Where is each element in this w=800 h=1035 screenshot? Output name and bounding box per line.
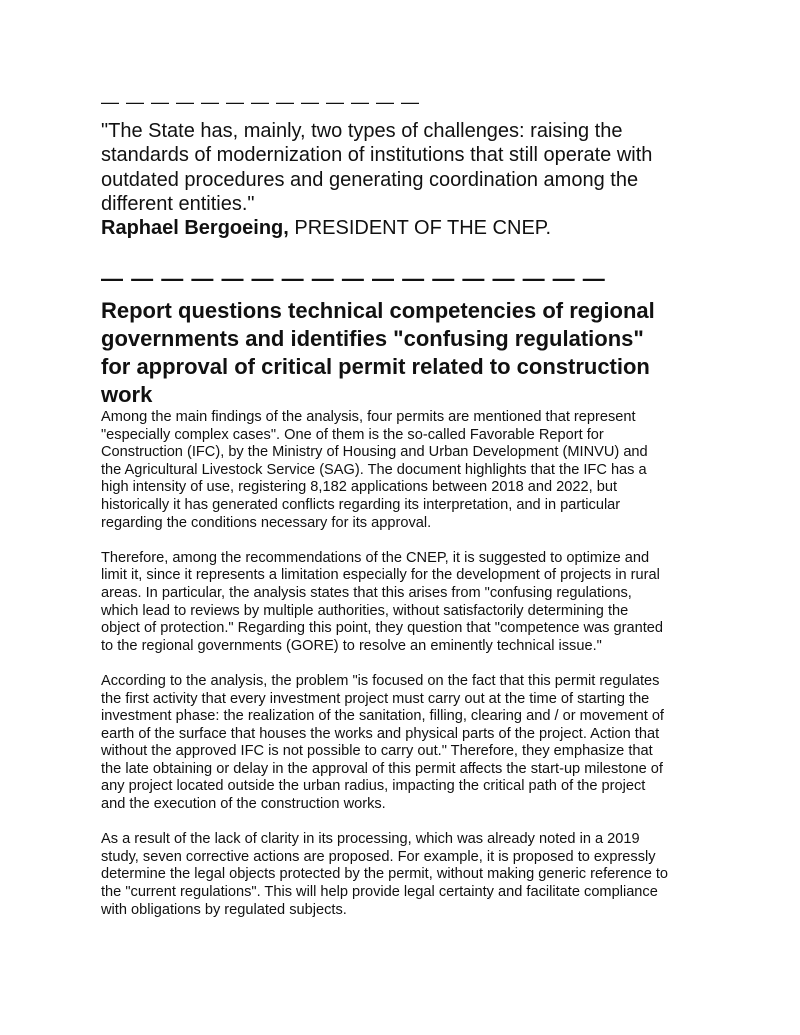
paragraph-line: the late obtaining or delay in the approval of this permit affects the start-up milestone of [101, 760, 663, 777]
paragraph-line: the first activity that every investment project must carry out at the time of starting the [101, 690, 650, 707]
paragraph-line: determine the legal objects protected by the permit, without making generic reference to [101, 866, 669, 883]
paragraph-line: with obligations by regulated subjects. [101, 901, 347, 918]
paragraph-line: and the execution of the construction works. [101, 796, 386, 813]
divider-middle: — — — — — — — — — — — — — — — — — [101, 266, 606, 291]
paragraph-line: high intensity of use, registering 8,182 applications between 2018 and 2022, but [101, 479, 618, 496]
paragraph-line: areas. In particular, the analysis states that this arises from "confusing regulations, [101, 584, 632, 601]
paragraph-line: Among the main findings of the analysis, four permits are mentioned that represent [101, 409, 636, 425]
body-paragraph [101, 550, 668, 656]
quote-line: different entities." [101, 192, 255, 215]
body-paragraph [101, 831, 668, 919]
paragraph-line: regarding the conditions necessary for its approval. [101, 514, 432, 531]
paragraph-line: Therefore, among the recommendations of the CNEP, it is suggested to optimize and [101, 549, 650, 566]
divider-top: — — — — — — — — — — — — — [101, 92, 421, 112]
paragraph-line: Construction (IFC), by the Ministry of Housing and Urban Development (MINVU) and [101, 444, 648, 461]
paragraph-line: limit it, since it represents a limitation especially for the development of projects in rural [101, 567, 660, 584]
body-paragraph [101, 409, 668, 532]
paragraph-line: which lead to reviews by multiple authorities, without satisfactorily determining the [101, 602, 629, 619]
headline-line: work [101, 382, 153, 407]
quote-author: Raphael Bergoeing, [101, 217, 289, 240]
paragraph-line: According to the analysis, the problem "is focused on the fact that this permit regulates [101, 672, 660, 689]
paragraph-line: study, seven corrective actions are proposed. For example, it is proposed to expressly [101, 848, 656, 865]
quote-line: outdated procedures and generating coordination among the [101, 168, 639, 191]
pull-quote [101, 119, 721, 240]
paragraph-line: historically it has generated conflicts regarding its interpretation, and in particular [101, 496, 621, 513]
quote-author-role: PRESIDENT OF THE CNEP. [288, 217, 552, 240]
headline-line: governments and identifies "confusing regulations" [101, 326, 644, 351]
paragraph-line: "especially complex cases". One of them is the so-called Favorable Report for [101, 426, 604, 443]
quote-attribution [101, 216, 721, 240]
paragraph-line: investment phase: the realization of the sanitation, filling, clearing and / or movement of [101, 708, 664, 725]
article-body [101, 409, 668, 937]
headline-line: for approval of critical permit related to construction [101, 354, 650, 379]
paragraph-line: without the approved IFC is not possible to carry out." Therefore, they emphasize that [101, 743, 653, 760]
quote-line: standards of modernization of institutions that still operate with [101, 144, 653, 167]
paragraph-line: As a result of the lack of clarity in its processing, which was already noted in a 2019 [101, 831, 640, 848]
paragraph-line: the Agricultural Livestock Service (SAG). The document highlights that the IFC has a [101, 461, 647, 478]
paragraph-line: any project located outside the urban radius, impacting the critical path of the project [101, 778, 646, 795]
headline-line: Report questions technical competencies of regional [101, 298, 655, 323]
paragraph-line: object of protection." Regarding this point, they question that "competence was granted [101, 620, 664, 637]
paragraph-line: to the regional governments (GORE) to resolve an eminently technical issue." [101, 637, 602, 654]
article-headline [101, 297, 655, 409]
paragraph-line: the "current regulations". This will help provide legal certainty and facilitate compliance [101, 884, 658, 901]
body-paragraph [101, 673, 668, 814]
quote-line: "The State has, mainly, two types of challenges: raising the [101, 120, 623, 142]
paragraph-line: earth of the surface that houses the works and physical parts of the project. Action that [101, 725, 660, 742]
